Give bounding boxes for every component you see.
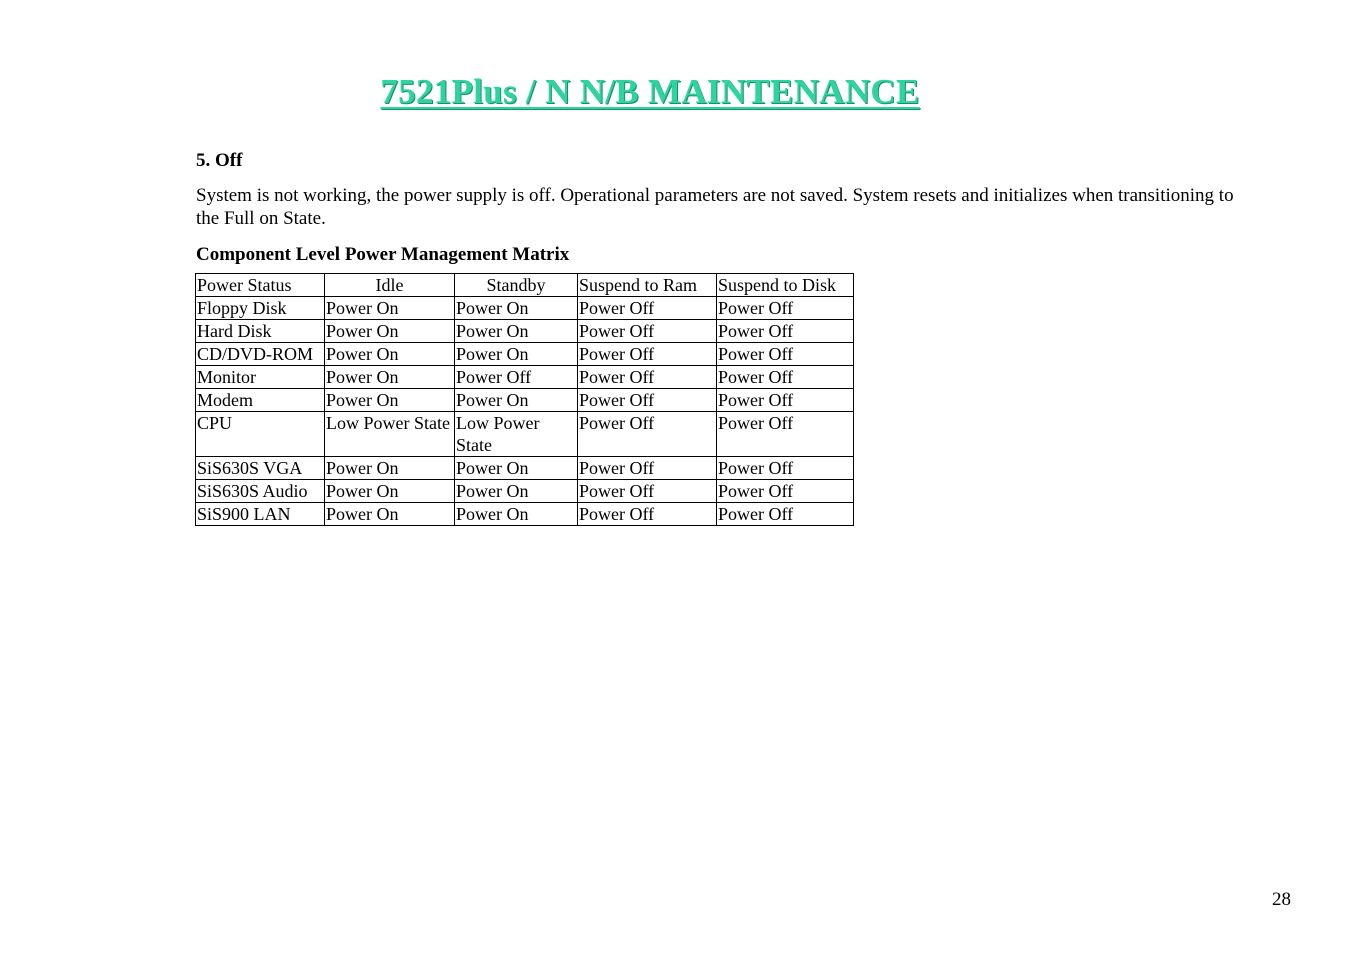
table-cell: Monitor: [196, 366, 325, 389]
table-cell: Modem: [196, 389, 325, 412]
table-row: [196, 320, 854, 343]
table-cell: Power Off: [717, 457, 854, 480]
section-heading: 5. Off: [196, 150, 243, 171]
table-cell: Power On: [455, 343, 578, 366]
table-row: [196, 366, 854, 389]
table-cell: Power Off: [578, 412, 717, 457]
table-cell: Hard Disk: [196, 320, 325, 343]
table-header-row: [196, 274, 854, 297]
header-cell: Suspend to Disk: [717, 274, 854, 297]
table-cell: Power Off: [578, 457, 717, 480]
table-cell: Power Off: [717, 320, 854, 343]
table-cell: Power Off: [717, 412, 854, 457]
table-cell: Power Off: [578, 297, 717, 320]
table-cell: Power Off: [717, 389, 854, 412]
table-cell: Power On: [455, 480, 578, 503]
table-cell: Power On: [325, 480, 455, 503]
table-row: [196, 480, 854, 503]
table-cell: Power On: [325, 297, 455, 320]
table-cell: Power On: [455, 503, 578, 526]
page-number: 28: [1272, 889, 1291, 910]
table-cell: SiS900 LAN: [196, 503, 325, 526]
power-management-matrix: [195, 273, 854, 526]
table-cell: Power Off: [455, 366, 578, 389]
section-paragraph: System is not working, the power supply is off. Operational parameters are not saved. System resets and initializes when transitioning to the Full on State.: [196, 185, 1234, 229]
table-cell: Power On: [455, 320, 578, 343]
table-cell: Power On: [325, 320, 455, 343]
table-cell: Power Off: [578, 366, 717, 389]
table-cell: Power On: [325, 366, 455, 389]
table-cell: Power Off: [717, 297, 854, 320]
header-cell: Power Status: [196, 274, 325, 297]
table-cell: Power Off: [717, 366, 854, 389]
header-cell: Idle: [325, 274, 455, 297]
table-cell: Power On: [325, 389, 455, 412]
table-row: [196, 343, 854, 366]
table-cell: Power Off: [717, 503, 854, 526]
table-cell: Low Power State: [455, 412, 578, 457]
table-cell: CD/DVD-ROM: [196, 343, 325, 366]
table-cell: Power On: [325, 343, 455, 366]
table-cell: Power On: [455, 389, 578, 412]
table-cell: Power Off: [578, 389, 717, 412]
page-title: 7521Plus / N N/B MAINTENANCE: [380, 72, 920, 111]
table-cell: Power Off: [717, 343, 854, 366]
table-cell: Power Off: [578, 320, 717, 343]
table-cell: CPU: [196, 412, 325, 457]
table-row: [196, 503, 854, 526]
table-cell: Power Off: [717, 480, 854, 503]
table-row: [196, 412, 854, 457]
table-cell: SiS630S Audio: [196, 480, 325, 503]
table-cell: Power On: [455, 297, 578, 320]
table-cell: Floppy Disk: [196, 297, 325, 320]
table-cell: Power Off: [578, 343, 717, 366]
header-cell: Standby: [455, 274, 578, 297]
table-cell: Power On: [325, 503, 455, 526]
table-row: [196, 457, 854, 480]
table-row: [196, 389, 854, 412]
header-cell: Suspend to Ram: [578, 274, 717, 297]
table-cell: Power On: [455, 457, 578, 480]
table-cell: Low Power State: [325, 412, 455, 457]
table-cell: SiS630S VGA: [196, 457, 325, 480]
table-cell: Power Off: [578, 503, 717, 526]
table-row: [196, 297, 854, 320]
table-cell: Power On: [325, 457, 455, 480]
matrix-title: Component Level Power Management Matrix: [196, 244, 570, 265]
table-cell: Power Off: [578, 480, 717, 503]
